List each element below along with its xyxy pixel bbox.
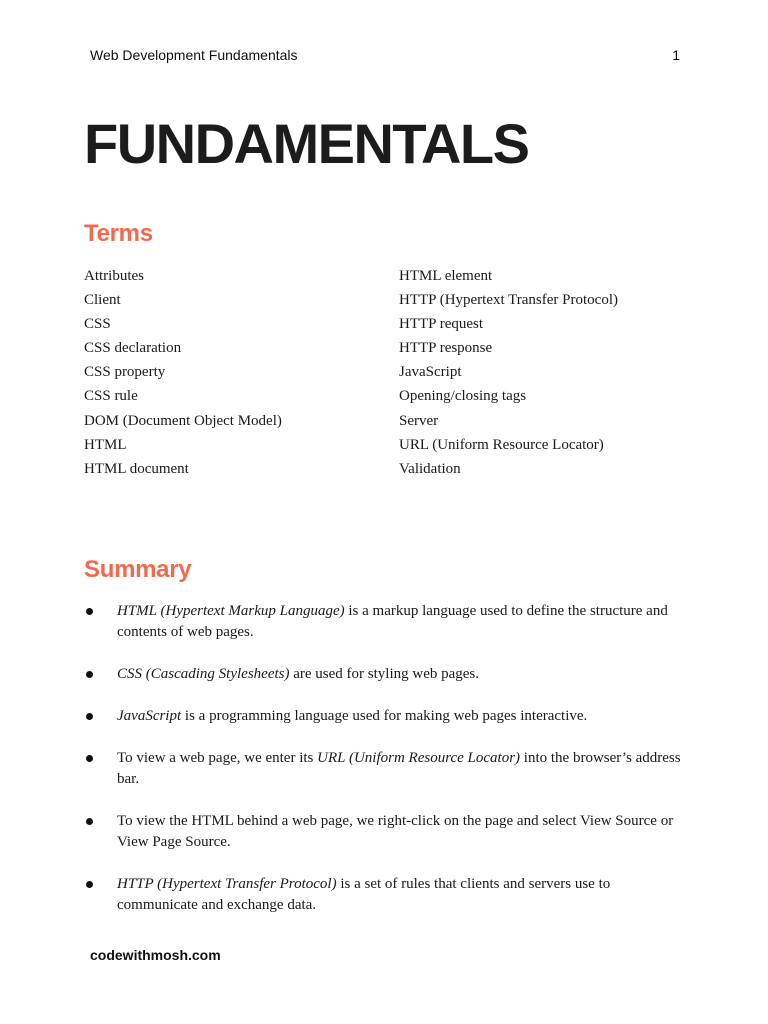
summary-text: is a set of rules that clients and servers use to communicate and exchange data. — [117, 876, 611, 913]
term-item: HTTP request — [399, 316, 484, 333]
summary-term: CSS (Cascading Stylesheets) — [117, 666, 290, 682]
term-item: Client — [84, 292, 121, 309]
term-item: Validation — [399, 460, 461, 477]
summary-text: To view a web page, we enter its — [117, 750, 318, 766]
bullet-icon — [86, 713, 93, 720]
term-item: HTTP (Hypertext Transfer Protocol) — [399, 292, 618, 309]
summary-list — [84, 601, 694, 916]
term-item: Attributes — [84, 268, 144, 284]
term-item: URL (Uniform Resource Locator) — [399, 436, 604, 453]
summary-item — [84, 601, 694, 643]
bullet-icon — [86, 608, 93, 615]
term-item: CSS rule — [84, 388, 138, 405]
summary-text: into the browser’s address bar. — [117, 750, 681, 787]
summary-item — [84, 706, 694, 727]
summary-item — [84, 664, 694, 685]
terms-heading: Terms — [84, 220, 153, 247]
summary-term: HTML (Hypertext Markup Language) — [117, 603, 345, 619]
terms-list-left — [84, 264, 282, 481]
summary-term: HTTP (Hypertext Transfer Protocol) — [117, 876, 337, 892]
summary-item — [84, 811, 694, 853]
bullet-icon — [86, 881, 93, 888]
page-number: 1 — [672, 47, 680, 63]
summary-heading: Summary — [84, 556, 192, 583]
term-item: HTTP response — [399, 340, 493, 357]
bullet-icon — [86, 671, 93, 678]
term-item: DOM (Document Object Model) — [84, 412, 282, 429]
summary-text: is a programming language used for making web pages interactive. — [181, 708, 588, 724]
term-item: CSS declaration — [84, 340, 182, 357]
term-item: Server — [399, 412, 439, 429]
terms-list-right — [399, 264, 618, 481]
summary-item — [84, 874, 694, 916]
header-title: Web Development Fundamentals — [90, 47, 298, 63]
running-header — [90, 47, 680, 63]
summary-item — [84, 748, 694, 790]
page-title: FUNDAMENTALS — [84, 112, 529, 175]
term-item: CSS — [84, 316, 111, 333]
bullet-icon — [86, 755, 93, 762]
summary-text: is a markup language used to define the structure and contents of web pages. — [117, 603, 668, 640]
bullet-icon — [86, 818, 93, 825]
term-item: Opening/closing tags — [399, 388, 527, 405]
footer-link[interactable]: codewithmosh.com — [90, 947, 221, 963]
term-item: HTML element — [399, 268, 493, 284]
term-item: HTML — [84, 436, 127, 453]
term-item: JavaScript — [399, 364, 462, 381]
summary-text: are used for styling web pages. — [289, 666, 480, 682]
term-item: CSS property — [84, 364, 166, 381]
term-item: HTML document — [84, 460, 189, 477]
summary-text: To view the HTML behind a web page, we right-click on the page and select View Source or View Page Source. — [117, 813, 674, 850]
summary-term: URL (Uniform Resource Locator) — [317, 750, 521, 766]
summary-term: JavaScript — [117, 708, 182, 724]
